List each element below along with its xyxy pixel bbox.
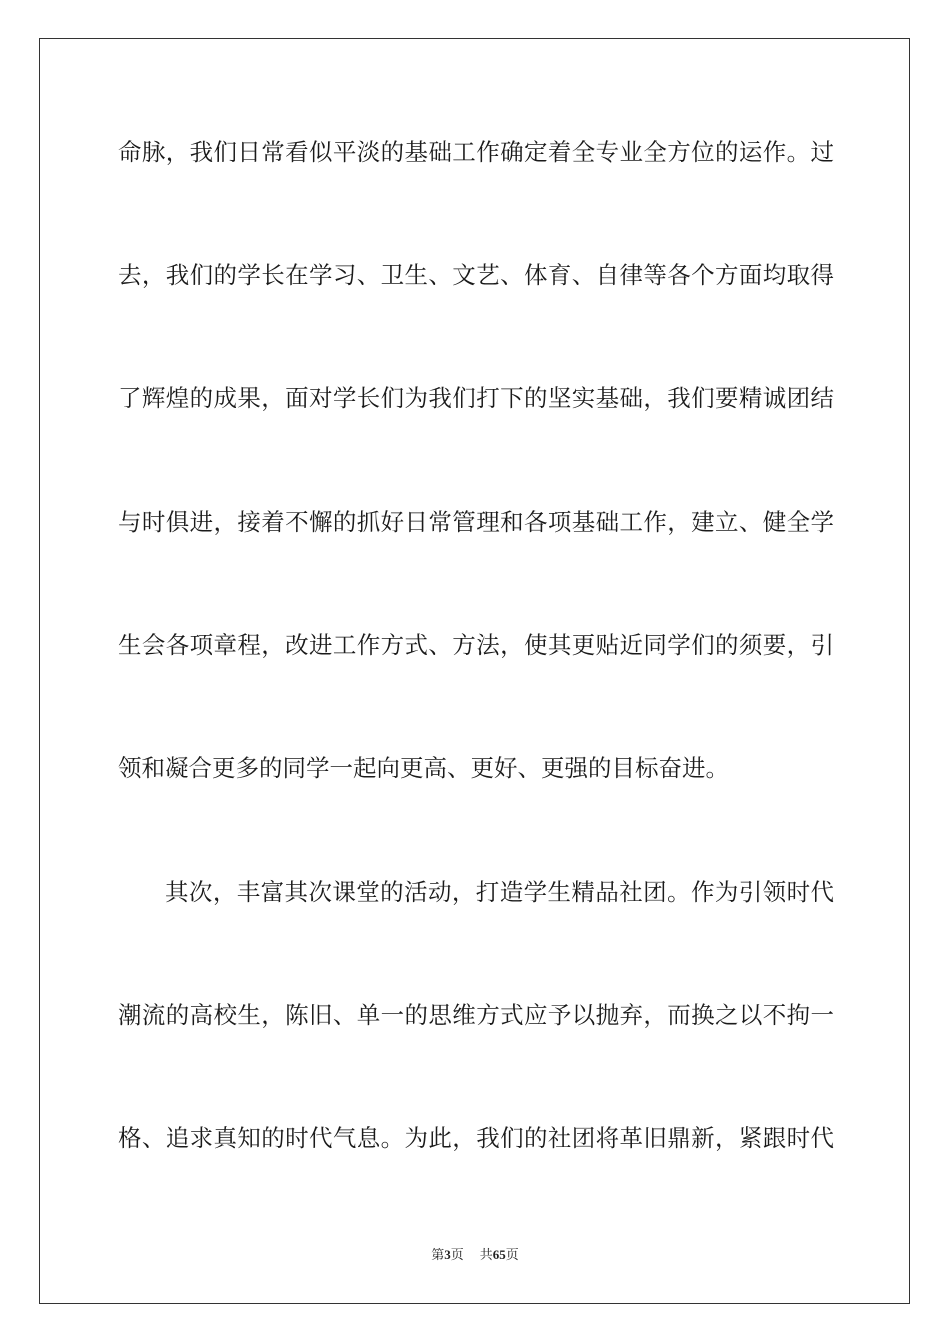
body-line-5: 生会各项章程，改进工作方式、方法，使其更贴近同学们的须要，引 <box>118 631 834 659</box>
body-line-7: 其次，丰富其次课堂的活动，打造学生精品社团。作为引领时代 <box>165 878 834 906</box>
body-line-2: 去，我们的学长在学习、卫生、文艺、体育、自律等各个方面均取得 <box>118 261 834 289</box>
body-line-6: 领和凝合更多的同学一起向更高、更好、更强的目标奋进。 <box>118 754 729 782</box>
body-line-1: 命脉，我们日常看似平淡的基础工作确定着全专业全方位的运作。过 <box>118 138 834 166</box>
page-prefix: 第 <box>431 1248 445 1263</box>
total-pages: 65 <box>492 1247 506 1262</box>
page-border <box>39 38 910 1304</box>
body-line-4: 与时俱进，接着不懈的抓好日常管理和各项基础工作，建立、健全学 <box>118 508 834 536</box>
page-number: 3 <box>444 1247 451 1262</box>
page-footer <box>0 1244 950 1266</box>
body-line-8: 潮流的高校生，陈旧、单一的思维方式应予以抛弃，而换之以不拘一 <box>118 1001 834 1029</box>
total-prefix: 共 <box>479 1248 493 1263</box>
body-line-3: 了辉煌的成果，面对学长们为我们打下的坚实基础，我们要精诚团结 <box>118 384 834 412</box>
total-suffix: 页 <box>505 1248 519 1263</box>
body-line-9: 格、追求真知的时代气息。为此，我们的社团将革旧鼎新，紧跟时代 <box>118 1124 834 1152</box>
page-suffix: 页 <box>450 1248 464 1263</box>
